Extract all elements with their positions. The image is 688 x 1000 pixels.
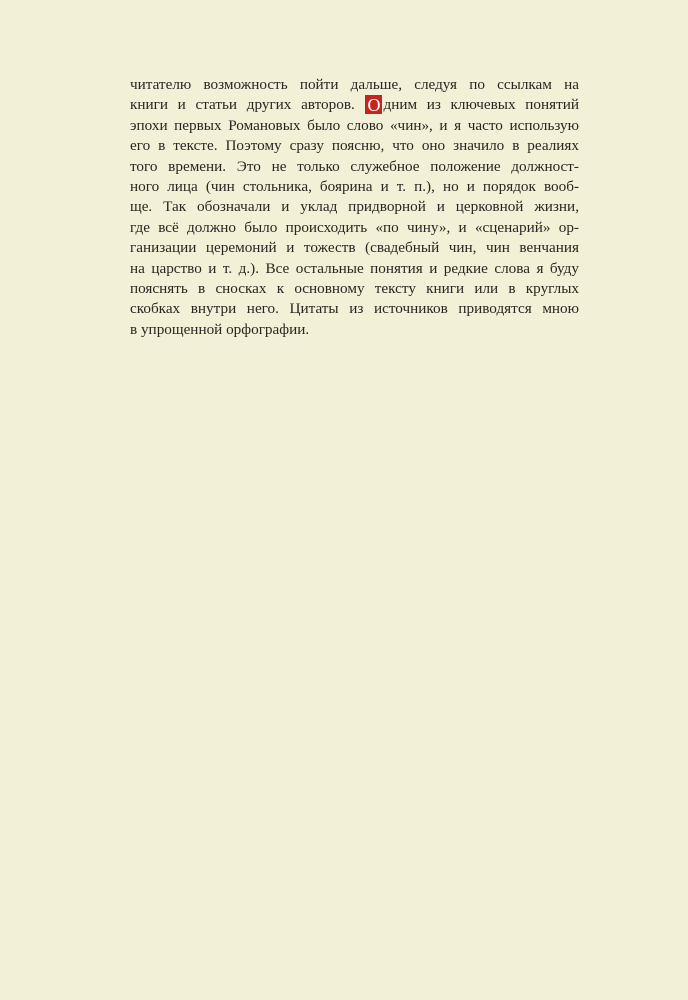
text-fragment: дним из ключевых понятий [383, 96, 579, 114]
text-line: того времени. Это не только служебное положение должност- [130, 157, 579, 175]
text-line: ганизации церемоний и тожеств (свадебный чин, чин венчания [130, 239, 579, 257]
text-line: скобках внутри него. Цитаты из источников приводятся мною [130, 300, 579, 318]
body-text [130, 75, 579, 340]
text-line: эпохи первых Романовых было слово «чин», и я часто использую [130, 116, 579, 134]
text-line: на царство и т. д.). Все остальные понятия и редкие слова я буду [130, 259, 579, 277]
text-line: в упрощенной орфографии. [130, 320, 310, 338]
text-line: ще. Так обозначали и уклад придворной и церковной жизни, [130, 198, 579, 216]
text-line: где всё должно было происходить «по чину», и «сценарий» ор- [130, 218, 579, 236]
text-line: его в тексте. Поэтому сразу поясню, что оно значило в реалиях [130, 137, 579, 155]
text-line: ного лица (чин стольника, боярина и т. п.), но и порядок вооб- [130, 177, 579, 195]
drop-cap: О [367, 95, 381, 116]
text-line: читателю возможность пойти дальше, следуя по ссылкам на [130, 76, 579, 93]
text-line: пояснять в сносках к основному тексту книги или в круглых [130, 279, 579, 297]
text-line [130, 95, 579, 115]
text-fragment: книги и статьи других авторов. [130, 96, 355, 114]
